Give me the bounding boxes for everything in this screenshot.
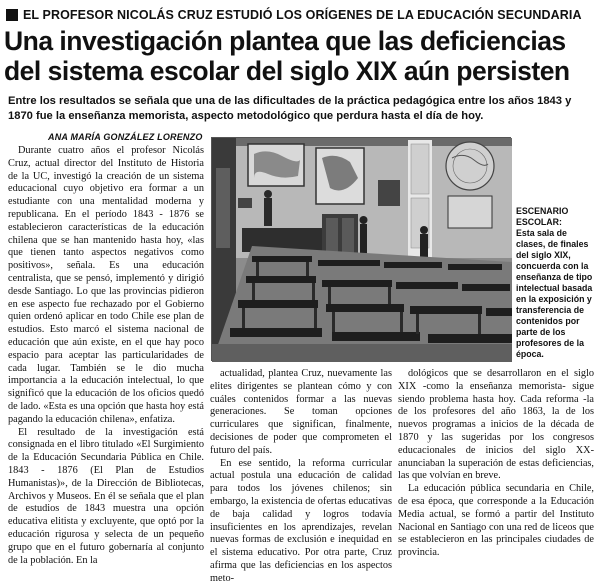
column-1-paragraph-2: El resultado de la investigación está consignada en el libro titulado «El Surgimiento de la Educación Secundaria Pública en Chile. 1843 - 1876 (El Plan de Estudios Humanistas)», de la Dirección de Bibliotecas, Archivos y Museos. En él se señala que el plan de estudios de 1843 muestra una opción educativa elitista y excluyente, que optó por la educación rigurosa y selecta de un pequeño grupo que en el futuro gobernaría al conjunto de la población. En la [8,426,204,566]
column-3-paragraph-1: dológicos que se desarrollaron en el siglo XIX -como la enseñanza memorista- sigue siendo problema hasta hoy. Cada reforma -la de los profesores del año 1863, la de los nuevos programas a inicios de la década de 1870 y las sugeridas por los congresos educacionales de inicios del siglo XX- anunciaban la superación de estas deficiencias, las que volvían en breve. [398,368,594,482]
kicker-text: EL PROFESOR NICOLÁS CRUZ ESTUDIÓ LOS ORÍGENES DE LA EDUCACIÓN SECUNDARIA [23,8,582,22]
column-1-paragraph-1: Durante cuatro años el profesor Nicolás Cruz, actual director del Instituto de Historia de la UC, investigó la creación de un sistema educacional cuyo objetivo era formar a un estudiante con una mentalidad moderna y republicana. En el período 1843 - 1876 se establecieron características de la educación chilena que se han mantenido hasta hoy, «las que tienen tanto aspectos negativos como positivos», señala. Es una educación centralista, que se pensó, implementó y dirigió desde Santiago. Lo que las provincias pidieron en ese aspecto fue rechazado por el Gobierno quien ordenó aplicar en todo Chile ese plan de estudios. Esto marcó el sistema nacional de educación que aún existe, en el que hay poco espacio para aceptar las particularidades de cada lugar. También se le dio mucha importancia a la educación intelectual, lo que significó que la educación de los oficios quedó de lado. «Esta es una opción que hasta hoy está pagando la educación chilena», enfatiza. [8,145,204,425]
classroom-photo-illustration [212,138,512,362]
classroom-photo [211,137,511,361]
byline: ANA MARÍA GONZÁLEZ LORENZO [48,132,203,142]
caption-text: Esta sala de clases, de finales del siglo XIX, concuerda con la enseñanza de tipo intelectual basada en la exposición y transferencia de contenidos por parte de los profesores de la época. [516,228,593,359]
headline-line-2: del sistema escolar del siglo XIX aún persisten [4,56,570,86]
column-1 [8,145,204,566]
column-3 [398,368,594,559]
caption-title: ESCENARIO ESCOLAR: [516,206,569,227]
headline-line-1: Una investigación plantea que las deficiencias [4,26,566,56]
column-2 [210,368,392,584]
kicker-square-icon [6,9,18,21]
deck: Entre los resultados se señala que una de las dificultades de la práctica pedagógica entre los años 1843 y 1870 fue la enseñanza memorista, aspecto metodológico que perdura hasta el día de hoy. [8,95,572,122]
column-3-paragraph-2: La educación pública secundaria en Chile, de esa época, que corresponde a la Educación Media actual, se formó a partir del Instituto Nacional en Santiago con una red de liceos que se establecieron en las principales ciudades de provincia. [398,483,594,559]
kicker-bar [6,6,592,24]
column-2-paragraph-2: En ese sentido, la reforma curricular actual postula una educación de calidad para todos los jóvenes chilenos; sin embargo, la existencia de ofertas educativas de baja calidad y logros todavía insuficientes en los aprendizajes, revelan nuevas formas de exclusión e inequidad en el sistema educativo. Por otra parte, Cruz afirma que las deficiencias en los aspectos meto- [210,457,392,584]
headline [4,26,596,86]
photo-caption [516,206,596,360]
column-2-paragraph-1: actualidad, plantea Cruz, nuevamente las elites dirigentes se plantean cómo y con cuáles contenidos formar a las nuevas generaciones. Se toman opciones curriculares que significan, finalmente, decisiones de poder que comprometen el futuro del país. [210,368,392,456]
